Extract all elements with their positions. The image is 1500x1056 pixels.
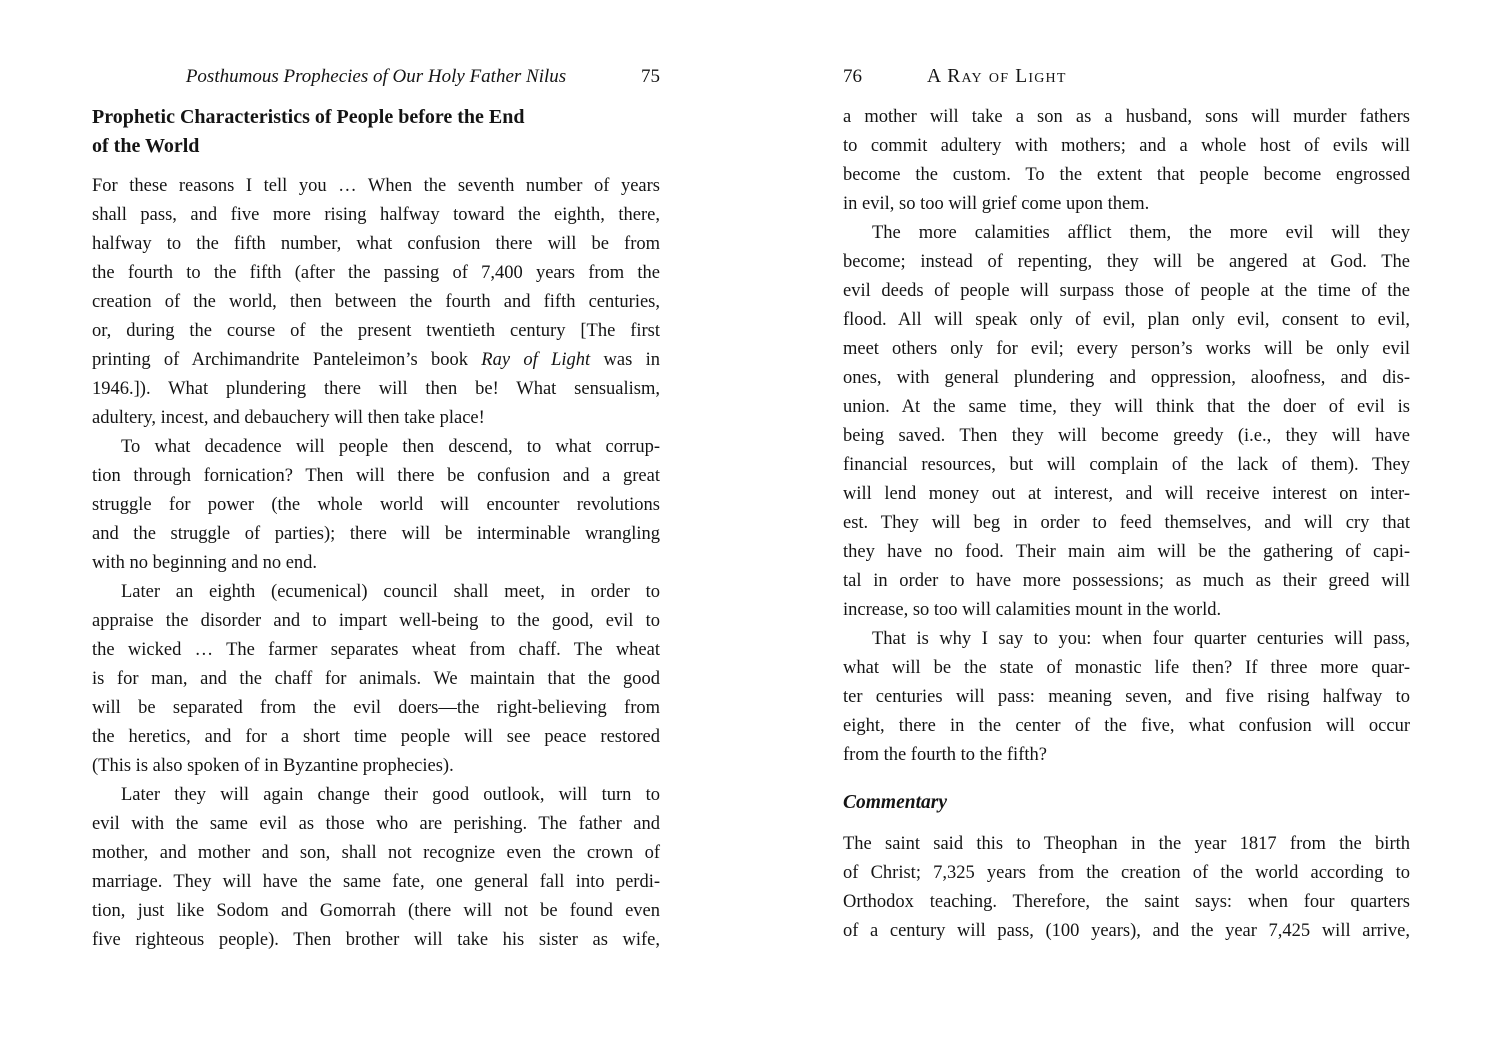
paragraph	[92, 433, 660, 578]
text-line: That is why I say to you: when four quarter centuries will pass,	[872, 629, 1410, 649]
text-line: tal in order to have more possessions; as much as their greed will	[843, 571, 1410, 591]
running-head-title-left: Posthumous Prophecies of Our Holy Father Nilus	[185, 66, 567, 87]
text-line: financial resources, but will complain of the lack of them). They	[843, 455, 1410, 475]
text-line: marriage. They will have the same fate, one general fall into perdi-	[92, 872, 660, 892]
text-segment: printing of Archimandrite Panteleimon’s book	[92, 350, 482, 370]
text-line: and the struggle of parties); there will be interminable wrangling	[92, 524, 660, 544]
text-line: in evil, so too will grief come upon them.	[843, 194, 1150, 214]
page-number-left: 75	[641, 66, 660, 87]
text-line: become; instead of repenting, they will be angered at God. The	[843, 252, 1410, 272]
text-line: To what decadence will people then descend, to what corrup-	[121, 437, 660, 457]
text-line: The more calamities afflict them, the more evil will they	[872, 223, 1410, 243]
text-line: tion, just like Sodom and Gomorrah (there will not be found even	[92, 901, 660, 921]
text-line: ter centuries will pass: meaning seven, and five rising halfway to	[843, 687, 1410, 707]
text-line: est. They will beg in order to feed themselves, and will cry that	[843, 513, 1410, 533]
text-line: or, during the course of the present twentieth century [The first	[92, 321, 660, 341]
running-head-left	[92, 62, 660, 91]
text-line: tion through fornication? Then will there be confusion and a great	[92, 466, 660, 486]
page-body-left	[92, 172, 660, 955]
running-head-title-right: A Ray of Light	[927, 66, 1067, 87]
section-heading	[92, 103, 660, 161]
text-line: Orthodox teaching. Therefore, the saint says: when four quarters	[843, 892, 1410, 912]
running-head-right	[843, 62, 1410, 91]
text-line: from the fourth to the fifth?	[843, 745, 1047, 765]
heading-line: Prophetic Characteristics of People before the End	[92, 106, 525, 128]
text-line	[92, 346, 660, 375]
heading-line: of the World	[92, 135, 200, 157]
text-line: adultery, incest, and debauchery will then take place!	[92, 408, 485, 428]
text-line: with no beginning and no end.	[92, 553, 318, 573]
text-line: eight, there in the center of the five, what confusion will occur	[843, 716, 1410, 736]
text-line: the heretics, and for a short time people will see peace restored	[92, 727, 660, 747]
text-line: flood. All will speak only of evil, plan only evil, consent to evil,	[843, 310, 1410, 330]
text-line: of a century will pass, (100 years), and the year 7,425 will arrive,	[843, 921, 1410, 941]
text-line: ones, with general plundering and oppression, aloofness, and dis-	[843, 368, 1410, 388]
text-line: (This is also spoken of in Byzantine prophecies).	[92, 756, 454, 776]
text-line: For these reasons I tell you … When the seventh number of years	[92, 176, 660, 196]
text-line: being saved. Then they will become greedy (i.e., they will have	[843, 426, 1410, 446]
text-line: they have no food. Their main aim will be the gathering of capi-	[843, 542, 1410, 562]
text-segment: was in	[590, 350, 660, 370]
text-line: of Christ; 7,325 years from the creation of the world according to	[843, 863, 1410, 883]
commentary-heading: Commentary	[843, 792, 948, 813]
text-line: evil with the same evil as those who are perishing. The father and	[92, 814, 660, 834]
text-line: shall pass, and five more rising halfway toward the eighth, there,	[92, 205, 660, 225]
text-line: meet others only for evil; every person’s works will be only evil	[843, 339, 1410, 359]
text-line: struggle for power (the whole world will encounter revolutions	[92, 495, 660, 515]
page-left	[92, 0, 660, 1056]
text-line: halfway to the fifth number, what confusion there will be from	[92, 234, 660, 254]
text-line: The saint said this to Theophan in the year 1817 from the birth	[843, 834, 1410, 854]
paragraph	[843, 103, 1410, 219]
text-line: union. At the same time, they will think that the doer of evil is	[843, 397, 1410, 417]
paragraph	[92, 578, 660, 781]
text-line: the wicked … The farmer separates wheat from chaff. The wheat	[92, 640, 660, 660]
page-number-right: 76	[843, 66, 862, 87]
page-right	[843, 0, 1410, 1056]
paragraph	[843, 219, 1410, 625]
text-line: will lend money out at interest, and will receive interest on inter-	[843, 484, 1410, 504]
text-line: to commit adultery with mothers; and a whole host of evils will	[843, 136, 1410, 156]
text-line: five righteous people). Then brother will take his sister as wife,	[92, 930, 660, 950]
text-line: Later an eighth (ecumenical) council shall meet, in order to	[121, 582, 660, 602]
text-line: creation of the world, then between the fourth and fifth centuries,	[92, 292, 660, 312]
text-line: is for man, and the chaff for animals. We maintain that the good	[92, 669, 660, 689]
text-line: increase, so too will calamities mount in the world.	[843, 600, 1222, 620]
text-line: evil deeds of people will surpass those of people at the time of the	[843, 281, 1410, 301]
page-body-right	[843, 103, 1410, 946]
text-line: a mother will take a son as a husband, sons will murder fathers	[843, 107, 1410, 127]
text-line: Later they will again change their good outlook, will turn to	[121, 785, 660, 805]
text-line: will be separated from the evil doers—the right-believing from	[92, 698, 660, 718]
paragraph	[843, 625, 1410, 770]
paragraph	[92, 781, 660, 955]
text-line: mother, and mother and son, shall not recognize even the crown of	[92, 843, 660, 863]
book-title-italic: Ray of Light	[481, 350, 591, 370]
text-line: 1946.]). What plundering there will then be! What sensualism,	[92, 379, 660, 399]
text-line: appraise the disorder and to impart well-being to the good, evil to	[92, 611, 660, 631]
text-line: what will be the state of monastic life then? If three more quar-	[843, 658, 1410, 678]
paragraph	[843, 830, 1410, 946]
paragraph	[92, 172, 660, 433]
text-line: become the custom. To the extent that people become engrossed	[843, 165, 1410, 185]
text-line: the fourth to the fifth (after the passing of 7,400 years from the	[92, 263, 660, 283]
